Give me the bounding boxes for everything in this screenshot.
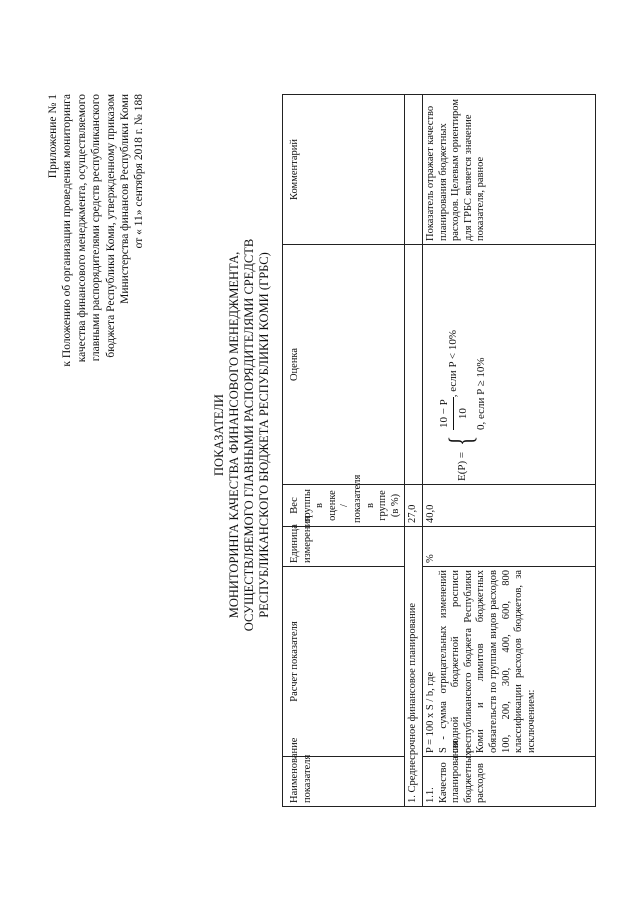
row-unit: % (422, 527, 595, 567)
brace-symbol: { (443, 436, 481, 446)
score-fraction (435, 397, 472, 430)
section-weight: 27,0 (405, 485, 423, 527)
appendix-line: Приложение № 1 (47, 94, 59, 179)
score-lhs: E(P) = (455, 451, 468, 481)
header-name: Наименование показателя (283, 757, 405, 807)
appendix-line: Министерства финансов Республики Коми (119, 94, 132, 304)
table-row (422, 95, 595, 807)
title-line: МОНИТОРИНГА КАЧЕСТВА ФИНАНСОВОГО МЕНЕДЖМЕНТА, (227, 251, 241, 619)
row-comment: Показатель отражает качество планирования бюджетных расходов. Целевым ориентиром для ГРБС является значение показателя, равное (422, 95, 595, 245)
title-line: ОСУЩЕСТВЛЯЕМОГО ГЛАВНЫМИ РАСПОРЯДИТЕЛЯМИ СРЕДСТВ (242, 238, 256, 632)
appendix-line: главными распорядителями средств республиканского (90, 94, 103, 362)
calc-formula: P = 100 x S / b, где (424, 671, 436, 753)
title-line: РЕСПУБЛИКАНСКОГО БЮДЖЕТА РЕСПУБЛИКИ КОМИ (ГРБС) (257, 252, 271, 618)
case2: 0, если P ≥ 10% (474, 357, 487, 431)
case1-condition: , если P < 10% (446, 329, 459, 398)
header-comment: Комментарий (283, 95, 405, 245)
title-line: ПОКАЗАТЕЛИ (212, 394, 226, 476)
table-section-row (405, 95, 423, 807)
appendix-note (46, 94, 147, 434)
row-weight: 40,0 (422, 485, 595, 527)
score-cases (435, 330, 490, 430)
row-name: 1.1. Качество планирования бюджетных расходов (422, 757, 595, 807)
calc-description: S - сумма отрицательных изменений сводной бюджетной росписи республиканского бюджета Республики Коми и лимитов бюджетных обязательств по группам видов расходов 100, 200, 300, 400, 600, 800 классификации расходов бюджетов, за исключением: (437, 570, 537, 753)
document-title (212, 115, 272, 755)
table-header-row (283, 95, 405, 807)
appendix-line: от « 11» сентября 2018 г. № 188 (133, 94, 146, 249)
appendix-line: к Положению об организации проведения мониторинга (61, 94, 74, 367)
appendix-line: бюджета Республики Коми, утвержденному приказом (104, 94, 117, 358)
score-formula (435, 248, 490, 481)
section-label: 1. Среднесрочное финансовое планирование (405, 527, 423, 807)
row-score (422, 245, 595, 485)
header-calc: Расчет показателя (283, 567, 405, 757)
appendix-line: качества финансового менеджмента, осуществляемого (75, 94, 88, 363)
row-calc (422, 567, 595, 757)
fraction-numerator: 10 − P (435, 397, 454, 430)
header-score: Оценка (283, 245, 405, 485)
fraction-denominator: 10 (456, 408, 469, 420)
indicators-table (282, 94, 596, 807)
header-unit: Единица измерения (283, 527, 405, 567)
header-weight: Вес группы в оценке /показателя в группе (в %) (283, 485, 405, 527)
